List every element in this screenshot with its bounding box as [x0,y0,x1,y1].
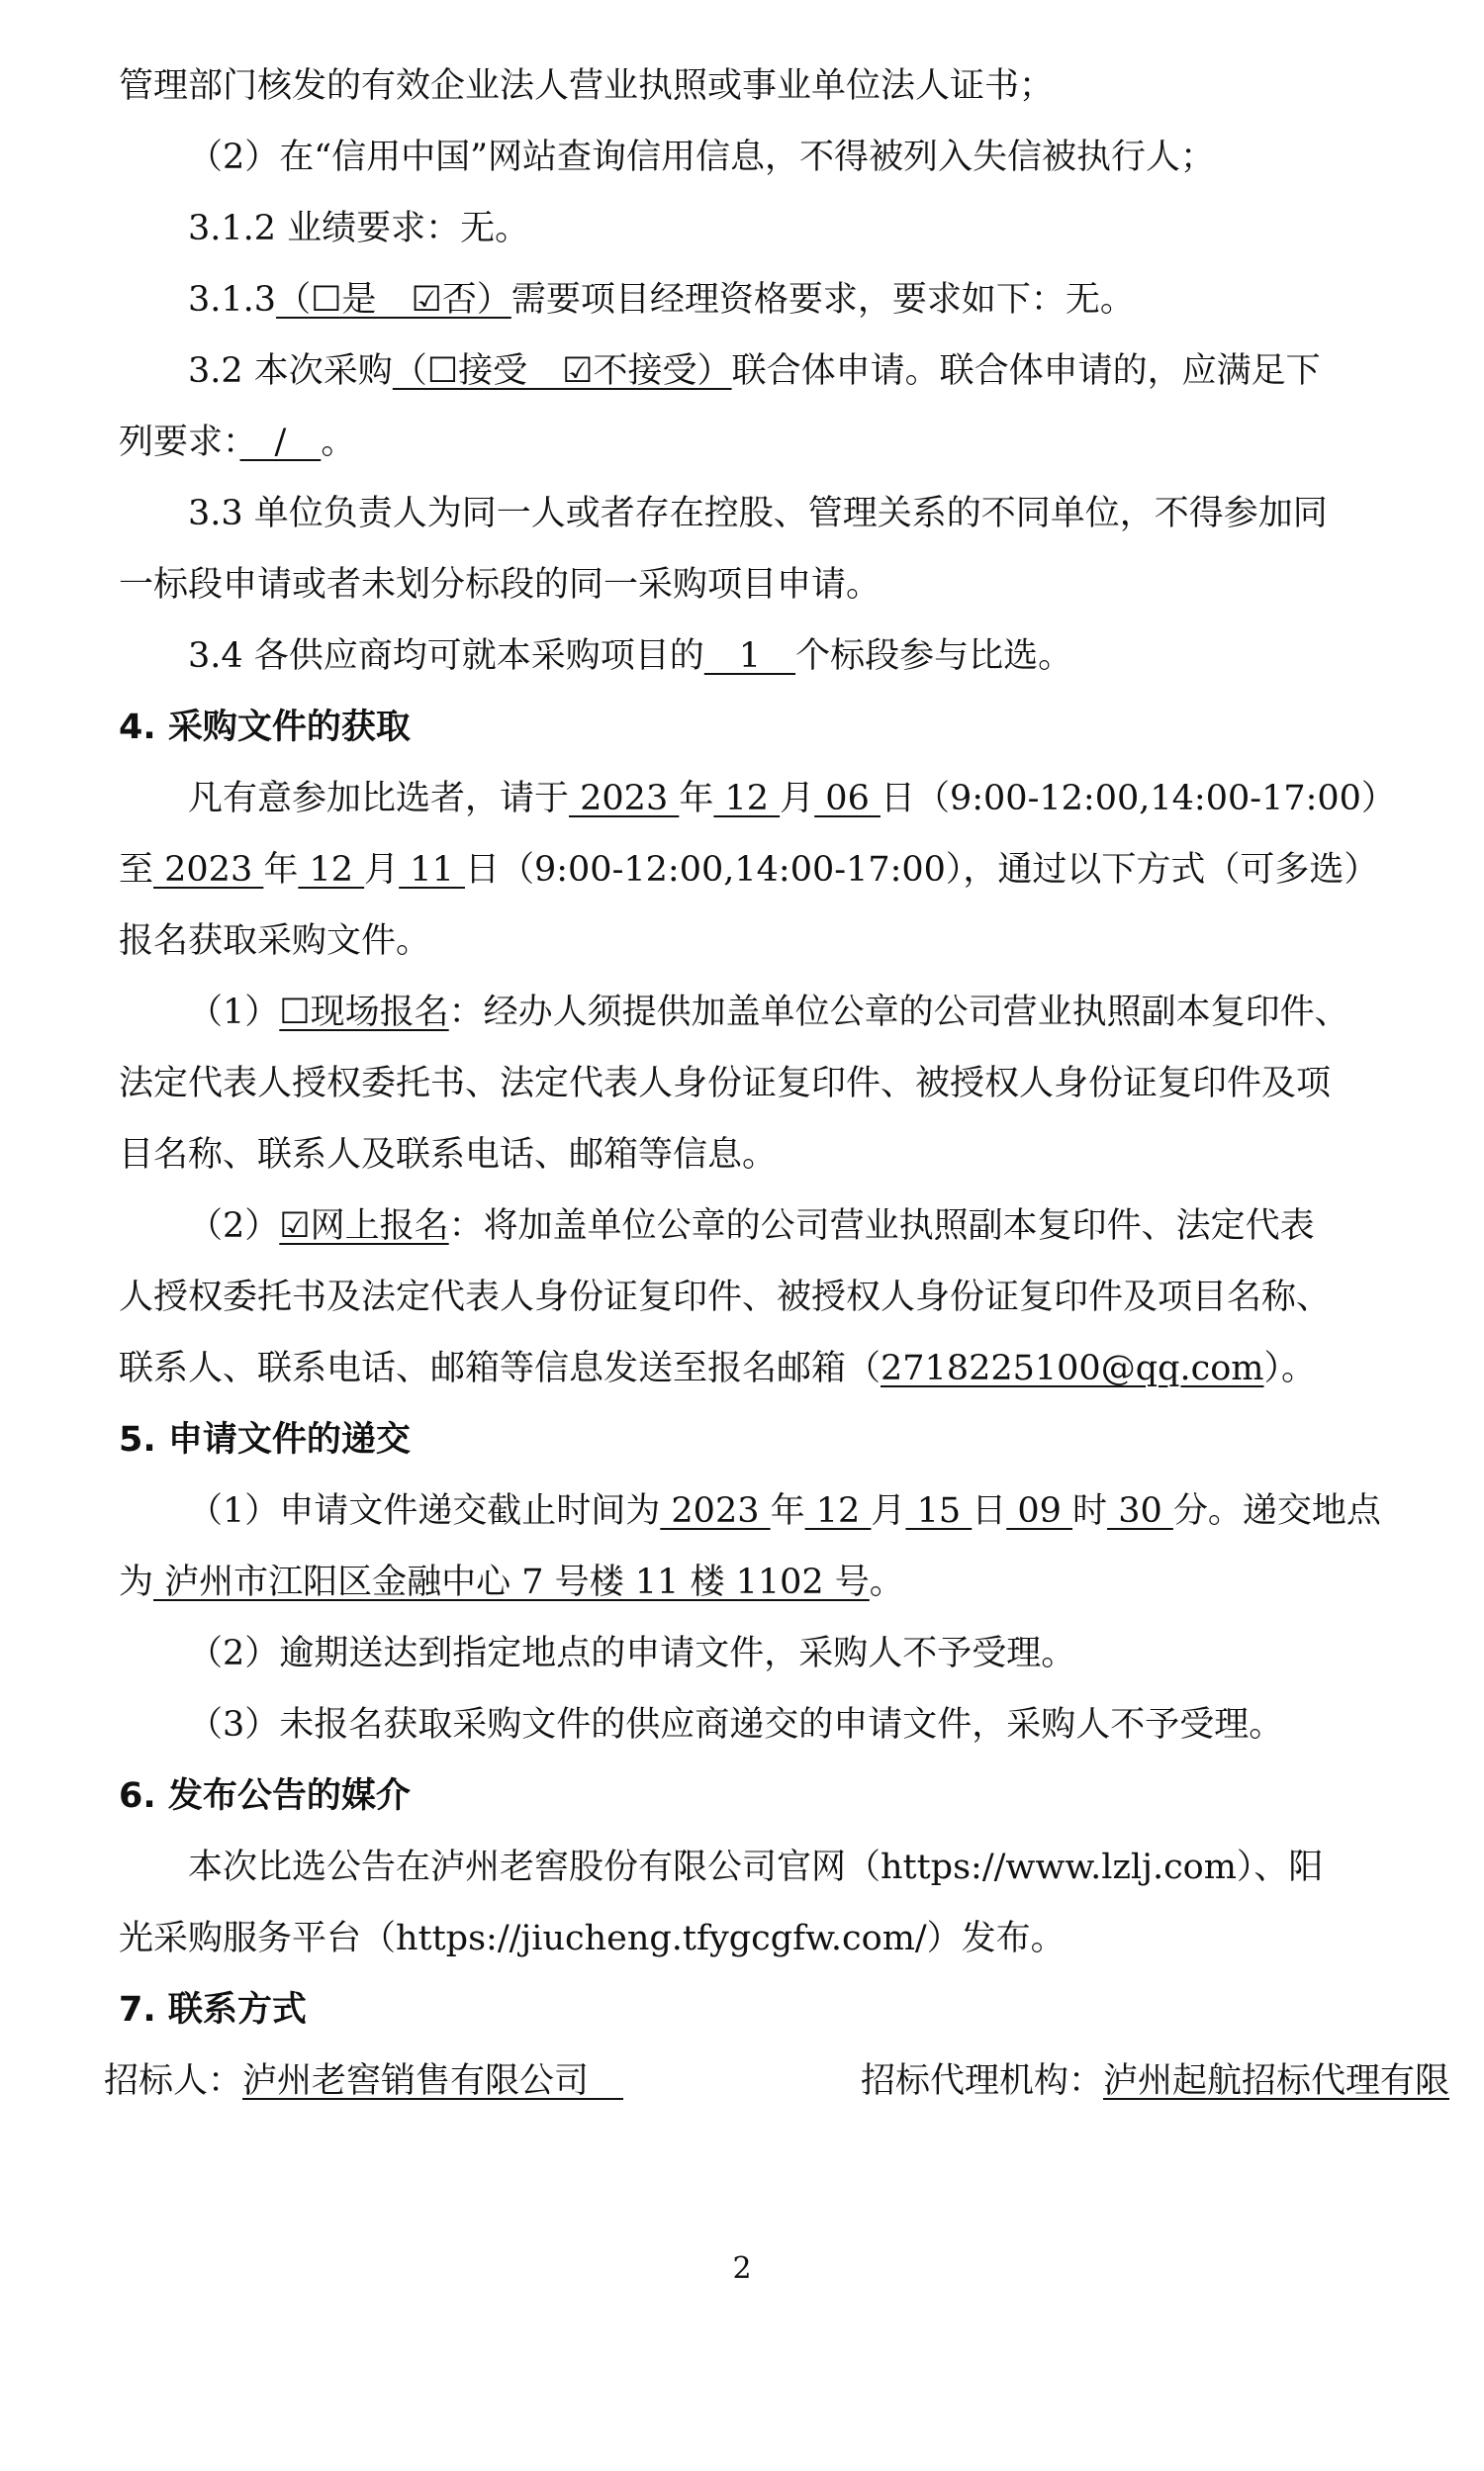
month-value: 12 [804,1491,872,1531]
text: 年 [770,1491,805,1531]
heading-text: 5. 申请文件的递交 [119,1420,411,1460]
text: ）。 [1263,1349,1317,1388]
section-heading [119,706,1385,749]
text: 3.3 单位负责人为同一人或者存在控股、管理关系的不同单位，不得参加同 [188,494,1328,533]
paragraph-line [119,848,1385,892]
text: 联系人、联系电话、邮箱等信息发送至报名邮箱（ [119,1349,881,1388]
text: 一标段申请或者未划分标段的同一采购项目申请。 [119,565,881,605]
checkbox-option: （☐是 ☑否） [276,280,511,320]
paragraph-line [188,1489,1454,1533]
text: 人授权委托书及法定代表人身份证复印件、被授权人身份证复印件及项目名称、 [119,1278,1332,1317]
address-value: 泸州市江阳区金融中心 7 号楼 11 楼 1102 号 [153,1563,870,1602]
text: （2）逾期送达到指定地点的申请文件，采购人不予受理。 [188,1634,1076,1673]
paragraph-line [188,1204,1454,1248]
text: 月 [871,1491,906,1531]
text: 联合体申请。联合体申请的，应满足下 [731,351,1321,391]
paragraph-line [188,492,1454,535]
text: 本次比选公告在泸州老窖股份有限公司官网（https://www.lzlj.com）、阳 [188,1848,1324,1887]
text: 3.4 各供应商均可就本采购项目的 [188,636,704,676]
text: 为 [119,1563,154,1602]
text: （1） [188,993,280,1032]
hour-value: 09 [1006,1491,1073,1531]
contact-line [104,2059,1450,2103]
heading-text: 4. 采购文件的获取 [119,708,411,747]
paragraph-line [188,634,1454,678]
checkbox-option: ☑网上报名 [279,1206,449,1246]
paragraph-line [188,278,1454,322]
contact-label: 招标代理机构： [861,2061,1104,2101]
paragraph-line [188,777,1454,820]
text: 日（9:00-12:00,14:00-17:00），通过以下方式（可多选） [464,850,1379,890]
email-value: 2718225100@qq.com [881,1349,1264,1388]
text: 至 [119,850,154,890]
paragraph-line [188,207,1454,250]
day-value: 06 [814,779,881,818]
paragraph-line [119,1062,1385,1105]
text: ：经办人须提供加盖单位公章的公司营业执照副本复印件、 [448,993,1349,1032]
text: （2）在“信用中国”网站查询信用信息，不得被列入失信被执行人； [188,138,1216,177]
heading-text: 6. 发布公告的媒介 [119,1776,411,1816]
paragraph-line [119,563,1385,607]
year-value: 2023 [569,779,680,818]
text: 报名获取采购文件。 [119,921,431,961]
year-value: 2023 [153,850,264,890]
text: 。 [869,1563,904,1602]
text: 光采购服务平台（https://jiucheng.tfygcgfw.com/）发布。 [119,1919,1066,1958]
text: 目名称、联系人及联系电话、邮箱等信息。 [119,1135,778,1175]
text: 日 [972,1491,1007,1531]
section-heading [119,1774,1385,1818]
text: 法定代表人授权委托书、法定代表人身份证复印件、被授权人身份证复印件及项 [119,1064,1332,1103]
paragraph-line [119,1917,1385,1960]
paragraph-line [119,919,1385,963]
text: 分。递交地点 [1172,1491,1381,1531]
paragraph-line [188,349,1454,393]
day-value: 11 [399,850,465,890]
paragraph-line [119,1561,1385,1604]
text: 3.1.3 [188,280,277,320]
text: 日（9:00-12:00,14:00-17:00） [880,779,1396,818]
text: 时 [1072,1491,1108,1531]
checkbox-option: （☐接受 ☑不接受） [392,351,732,391]
text: （3）未报名获取采购文件的供应商递交的申请文件，采购人不予受理。 [188,1705,1284,1745]
text: 凡有意参加比选者，请于 [188,779,570,818]
text: （1）申请文件递交截止时间为 [188,1491,661,1531]
paragraph-line [119,1133,1385,1177]
paragraph-line [188,991,1454,1034]
paragraph-line [188,1703,1454,1747]
paragraph-line [119,1276,1385,1319]
paragraph-line [188,1632,1454,1675]
text: 3.2 本次采购 [188,351,393,391]
paragraph-line [188,136,1454,179]
paragraph-line [119,421,1385,464]
heading-text: 7. 联系方式 [119,1990,307,2030]
text: 年 [679,779,714,818]
agency-name: 泸州起航招标代理有限 [1103,2061,1450,2101]
text: （2） [188,1206,280,1246]
section-heading [119,1418,1385,1462]
text: 列要求： [119,423,240,462]
text: ：将加盖单位公章的公司营业执照副本复印件、法定代表 [448,1206,1315,1246]
paragraph-line [119,64,1385,108]
page-number: 2 [732,2251,752,2286]
tenderer-name: 泸州老窖销售有限公司 [242,2061,624,2101]
text: 3.1.2 业绩要求：无。 [188,209,530,248]
blank-value: 1 [703,636,796,676]
agency-block [861,2059,1449,2103]
section-heading [119,1988,1385,2032]
year-value: 2023 [660,1491,771,1531]
text: 月 [364,850,400,890]
text: 月 [780,779,815,818]
month-value: 12 [298,850,365,890]
paragraph-line [188,1846,1454,1889]
checkbox-option: ☐现场报名 [279,993,449,1032]
text: 。 [321,423,356,462]
contact-label: 招标人： [104,2061,243,2101]
minute-value: 30 [1107,1491,1173,1531]
text: 年 [263,850,299,890]
paragraph-line [119,1347,1385,1390]
text: 需要项目经理资格要求，要求如下：无。 [510,280,1135,320]
day-value: 15 [905,1491,973,1531]
text: 管理部门核发的有效企业法人营业执照或事业单位法人证书； [119,66,1055,106]
text: 个标段参与比选。 [795,636,1073,676]
month-value: 12 [713,779,781,818]
blank-value: / [239,423,322,462]
